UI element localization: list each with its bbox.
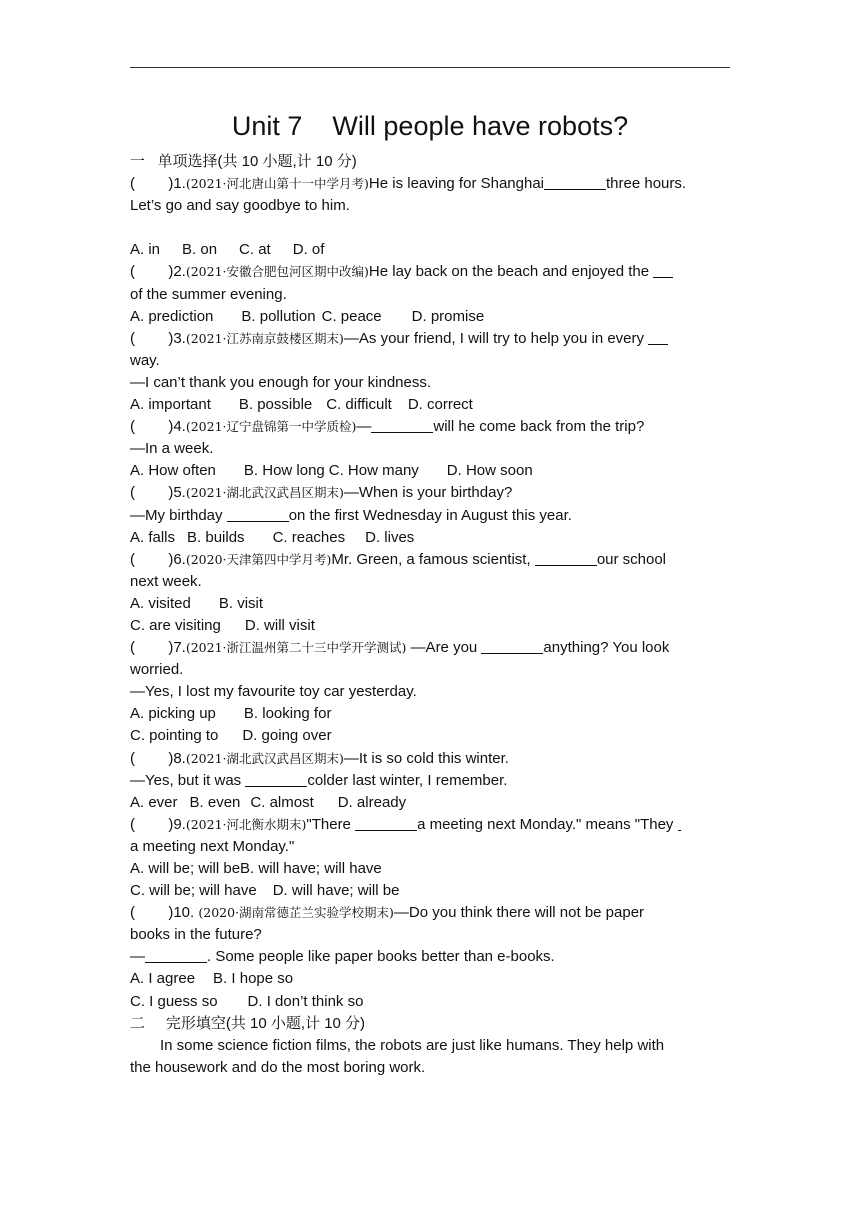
question-6: [130, 549, 735, 571]
answer-paren: ( )1.: [130, 175, 186, 193]
question-10-options-1: [130, 968, 735, 990]
answer-blank: [535, 551, 597, 566]
option-b: B. pollution: [241, 307, 316, 325]
source-note: (2021·江苏南京鼓楼区期末): [185, 330, 344, 346]
question-10: [130, 902, 735, 924]
question-3-cont: way.: [130, 351, 160, 369]
option-d: D. already: [337, 793, 407, 811]
answer-paren: ( )6.: [130, 550, 186, 568]
question-1: [130, 173, 735, 195]
answer-blank: [371, 418, 433, 433]
source-note: (2021·河北衡水期末): [185, 816, 307, 832]
stem-text: anything? You look: [543, 639, 670, 657]
question-7-reply: —Yes, I lost my favourite toy car yesterday.: [130, 683, 417, 701]
option-d: D. of: [292, 241, 325, 259]
page-title: Unit 7 Will people have robots?: [231, 111, 629, 141]
option-b: B. How long: [243, 462, 325, 480]
question-6-options-1: [130, 593, 735, 615]
question-9: [130, 814, 735, 836]
stem-text: a meeting next Monday." means "They: [417, 815, 678, 833]
answer-paren: ( )9.: [130, 815, 186, 833]
option-a: A. falls: [130, 528, 176, 546]
answer-paren: ( )4.: [130, 418, 186, 436]
question-7: [130, 637, 735, 659]
option-c: C. How many: [328, 462, 419, 480]
answer-blank: [648, 330, 668, 345]
option-a: A. will be; will be: [130, 860, 241, 877]
stem-text: —Are you: [406, 639, 482, 657]
option-d: D. will visit: [244, 616, 315, 634]
stem-text: —Yes, but it was: [130, 771, 246, 789]
option-d: D. going over: [242, 727, 332, 745]
answer-blank: [355, 816, 417, 831]
question-9-cont: a meeting next Monday.": [130, 837, 295, 855]
option-c: C. difficult: [326, 396, 392, 414]
source-note: (2020·天津第四中学月考): [185, 551, 332, 567]
document-body: [130, 151, 735, 1079]
option-c: C. at: [239, 241, 271, 259]
answer-blank: [544, 175, 606, 190]
question-9-options-1: [130, 858, 735, 880]
option-b: B. I hope so: [213, 970, 294, 988]
option-a: A. ever: [130, 793, 178, 811]
question-2: [130, 261, 735, 283]
question-7-options-1: [130, 703, 735, 725]
option-d: D. How soon: [446, 462, 533, 480]
section2-heading: 二 完形填空(共 10 小题,计 10 分): [130, 1014, 366, 1032]
question-3-reply: —I can’t thank you enough for your kindness.: [130, 373, 432, 391]
option-d: D. I don’t think so: [247, 992, 364, 1010]
question-10-options-2: [130, 991, 735, 1013]
answer-paren: ( )2.: [130, 263, 186, 281]
question-2-options: [130, 306, 735, 328]
source-note: (2021·辽宁盘锦第一中学质检): [185, 419, 357, 435]
option-b: B. on: [182, 241, 218, 259]
source-note: (2021·湖北武汉武昌区期末): [185, 750, 344, 766]
stem-text: on the first Wednesday in August this year.: [288, 506, 572, 524]
question-10-cont: books in the future?: [130, 926, 262, 944]
option-b: B. possible: [238, 396, 313, 414]
passage-line-2: the housework and do the most boring work.: [130, 1058, 426, 1076]
option-d: D. will have; will be: [272, 882, 400, 900]
question-2-cont: of the summer evening.: [130, 285, 287, 303]
question-5: [130, 482, 735, 504]
answer-paren: ( )10.: [130, 904, 199, 922]
stem-text: our school: [596, 550, 667, 568]
stem-text: "There: [306, 815, 356, 833]
question-5-options: [130, 527, 735, 549]
option-a: A. prediction: [130, 307, 214, 325]
question-3: [130, 328, 735, 350]
option-a: A. important: [130, 396, 211, 414]
question-1-options: [130, 239, 735, 261]
question-3-options: [130, 394, 735, 416]
option-b: B. even: [189, 793, 241, 811]
stem-text: —When is your birthday?: [343, 484, 513, 502]
question-4-options: [130, 460, 735, 482]
answer-blank: [653, 263, 673, 278]
answer-paren: ( )7.: [130, 639, 186, 657]
question-6-options-2: [130, 615, 735, 637]
header-rule: [130, 67, 730, 68]
stem-text: —As your friend, I will try to help you in every: [343, 329, 649, 347]
question-7-options-2: [130, 725, 735, 747]
answer-blank: [481, 639, 543, 654]
option-c: C. almost: [250, 793, 314, 811]
question-4-reply: —In a week.: [130, 440, 214, 458]
spacer: [130, 217, 735, 239]
stem-text: —: [356, 418, 372, 436]
stem-text: —My birthday: [130, 506, 227, 524]
option-c: C. I guess so: [130, 992, 218, 1010]
option-c: C. reaches: [272, 528, 346, 546]
question-6-cont: next week.: [130, 572, 202, 590]
question-4: [130, 416, 735, 438]
question-5-reply: [130, 505, 735, 527]
source-note: (2021·河北唐山第十一中学月考): [185, 176, 369, 192]
stem-text: Mr. Green, a famous scientist,: [331, 550, 535, 568]
stem-text: He is leaving for Shanghai: [368, 175, 544, 193]
answer-paren: ( )3.: [130, 329, 186, 347]
answer-blank: [678, 816, 681, 831]
option-a: A. visited: [130, 594, 191, 612]
section1-heading: 一 单项选择(共 10 小题,计 10 分): [130, 153, 357, 170]
option-c: C. will be; will have: [130, 882, 257, 900]
question-10-reply: [130, 946, 735, 968]
option-b: B. will have; will have: [240, 860, 382, 877]
source-note: (2021·湖北武汉武昌区期末): [185, 485, 344, 501]
option-c: C. are visiting: [130, 616, 221, 634]
option-c: C. peace: [321, 307, 382, 325]
stem-text: —Do you think there will not be paper: [393, 904, 645, 922]
option-a: A. picking up: [130, 705, 216, 723]
answer-blank: [227, 507, 289, 522]
option-d: D. promise: [411, 307, 485, 325]
question-8: [130, 748, 735, 770]
stem-text: colder last winter, I remember.: [307, 771, 508, 789]
answer-paren: ( )8.: [130, 749, 186, 767]
stem-text: —: [130, 948, 145, 966]
question-7-cont: worried.: [130, 661, 184, 679]
source-note: (2020·湖南常德芷兰实验学校期末): [198, 905, 394, 921]
stem-text: . Some people like paper books better than e-books.: [207, 948, 555, 966]
question-9-options-2: [130, 880, 735, 902]
question-8-reply: [130, 770, 735, 792]
question-8-options: [130, 792, 735, 814]
option-b: B. builds: [187, 528, 245, 546]
option-d: D. lives: [365, 528, 415, 546]
answer-blank: [145, 948, 207, 963]
question-1-cont: Let’s go and say goodbye to him.: [130, 197, 350, 215]
option-a: A. How often: [130, 462, 216, 480]
option-d: D. correct: [407, 396, 473, 414]
stem-text: He lay back on the beach and enjoyed the: [368, 263, 654, 281]
option-c: C. pointing to: [130, 727, 219, 745]
option-a: A. in: [130, 241, 161, 259]
source-note: (2021·浙江温州第二十三中学开学测试): [185, 640, 407, 656]
answer-paren: ( )5.: [130, 484, 186, 502]
option-b: B. visit: [218, 594, 264, 612]
option-a: A. I agree: [130, 970, 196, 988]
stem-text: will he come back from the trip?: [433, 418, 645, 436]
answer-blank: [245, 772, 307, 787]
source-note: (2021·安徽合肥包河区期中改编): [185, 264, 369, 280]
option-b: B. looking for: [243, 705, 332, 723]
passage-line-1: In some science fiction films, the robots are just like humans. They help with: [160, 1036, 665, 1054]
stem-text: three hours.: [606, 175, 687, 193]
stem-text: —It is so cold this winter.: [343, 749, 509, 767]
